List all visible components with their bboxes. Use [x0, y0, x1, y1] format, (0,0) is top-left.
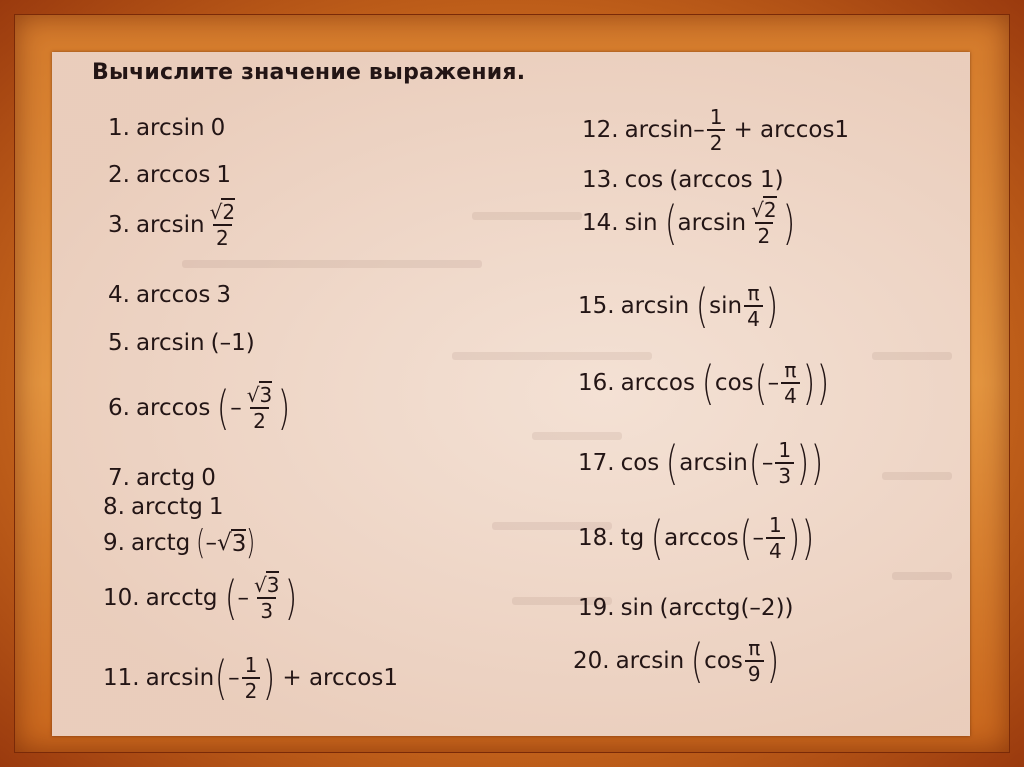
exercise-number: 3.: [108, 212, 130, 238]
tail-term: + arccos1: [733, 117, 850, 143]
exercise-number: 7.: [108, 465, 130, 491]
exercise-number: 2.: [108, 162, 130, 188]
exercise-7: [108, 465, 216, 491]
function-name: arctg: [135, 465, 196, 491]
exercise-number: 11.: [103, 665, 140, 691]
argument: 1: [216, 162, 231, 188]
exercise-11: 11. arcsin ( – $\frac{1}{2}$ ) + arccos1: [103, 651, 398, 705]
fraction: $\frac{1}{3}$: [775, 440, 794, 486]
function-name: arcctg: [130, 494, 203, 520]
fraction: $\frac{√2}{2}$: [751, 198, 777, 248]
fraction: $\frac{√2}{2}$: [209, 200, 236, 250]
exercise-1: [108, 115, 225, 141]
inner-function: sin: [709, 293, 743, 319]
fraction: $\frac{\pi}{4}$: [744, 283, 763, 329]
function-name: cos: [620, 450, 660, 476]
exercise-number: 13.: [582, 167, 619, 193]
exercise-16: 16. arccos ( cos ( – $\frac{\pi}{4}$ ) ): [578, 356, 830, 410]
function-name: arcsin: [145, 665, 215, 691]
fraction: $\frac{\pi}{4}$: [781, 360, 800, 406]
fraction: $\frac{1}{2}$: [242, 655, 261, 701]
exercise-20: 20. arcsin ( cos $\frac{\pi}{9}$ ): [573, 634, 779, 688]
exercise-3: [108, 202, 240, 248]
exercise-number: 17.: [578, 450, 615, 476]
argument: 3: [216, 282, 231, 308]
function-name: arccos: [135, 395, 211, 421]
exercise-number: 19.: [578, 595, 615, 621]
function-name: arccos: [620, 370, 695, 396]
exercise-number: 9.: [103, 530, 125, 556]
function-name: arccos: [135, 162, 211, 188]
exercise-19: [578, 595, 794, 621]
function-name: arcctg: [145, 585, 218, 611]
inner-function: arcsin: [677, 210, 747, 236]
function-name: arcsin: [620, 293, 690, 319]
exercise-number: 14.: [582, 210, 619, 236]
exercise-5: [108, 330, 255, 356]
fraction: $\frac{1}{2}$: [707, 107, 726, 153]
exercise-number: 15.: [578, 293, 615, 319]
function-name: arcsin: [624, 117, 694, 143]
exercise-number: 1.: [108, 115, 130, 141]
function-name: tg: [620, 525, 645, 551]
inner-function: cos: [714, 370, 754, 396]
exercise-number: 10.: [103, 585, 140, 611]
exercise-15: 15. arcsin ( sin $\frac{\pi}{4}$ ): [578, 279, 779, 333]
fraction: $\frac{√3}{2}$: [246, 383, 273, 433]
exercise-number: 12.: [582, 117, 619, 143]
exercise-number: 5.: [108, 330, 130, 356]
function-name: cos: [624, 167, 664, 193]
inner-function: cos: [704, 648, 743, 674]
argument: 0: [210, 115, 226, 141]
exercise-14: 14. sin ( arcsin $\frac{√2}{2}$ ): [582, 196, 795, 250]
exercise-4: [108, 282, 231, 308]
fraction: $\frac{√3}{3}$: [254, 573, 280, 623]
function-name: arcsin: [135, 115, 205, 141]
exercise-number: 16.: [578, 370, 615, 396]
argument: (arcctg(–2)): [659, 595, 794, 621]
inner-function: arcsin: [679, 450, 748, 476]
argument: 0: [201, 465, 216, 491]
argument: (arccos 1): [669, 167, 784, 193]
exercise-number: 6.: [108, 395, 130, 421]
exercise-2: [108, 162, 231, 188]
exercise-18: 18. tg ( arccos ( – $\frac{1}{4}$ ) ): [578, 511, 814, 565]
exercise-number: 18.: [578, 525, 615, 551]
function-name: arctg: [130, 530, 191, 556]
tail-term: + arccos1: [282, 665, 398, 691]
argument: 1: [208, 494, 224, 520]
fraction: $\frac{1}{4}$: [766, 515, 785, 561]
argument: (–1): [210, 330, 255, 356]
exercise-title: Вычислите значение выражения.: [92, 60, 526, 85]
function-name: sin: [624, 210, 658, 236]
inner-function: arccos: [664, 525, 739, 551]
exercise-17: 17. cos ( arcsin ( – $\frac{1}{3}$ ) ): [578, 436, 824, 490]
function-name: arcsin: [135, 330, 205, 356]
exercise-13: [582, 167, 784, 193]
function-name: arcsin: [615, 648, 685, 674]
function-name: sin: [620, 595, 654, 621]
function-name: arccos: [135, 282, 211, 308]
function-name: arcsin: [135, 212, 205, 238]
exercise-8: [103, 494, 224, 520]
fraction: $\frac{\pi}{9}$: [745, 638, 764, 684]
exercise-number: 20.: [573, 648, 610, 674]
exercise-9: 9. arctg ( – √ 3 ): [103, 523, 256, 563]
exercise-12: 12. arcsin – $\frac{1}{2}$ + arccos1: [582, 105, 850, 155]
exercise-6: 6. arccos ( – $\frac{√3}{2}$ ): [108, 381, 291, 435]
exercise-number: 8.: [103, 494, 125, 520]
exercise-number: 4.: [108, 282, 130, 308]
exercise-10: 10. arcctg ( – $\frac{√3}{3}$ ): [103, 571, 298, 625]
